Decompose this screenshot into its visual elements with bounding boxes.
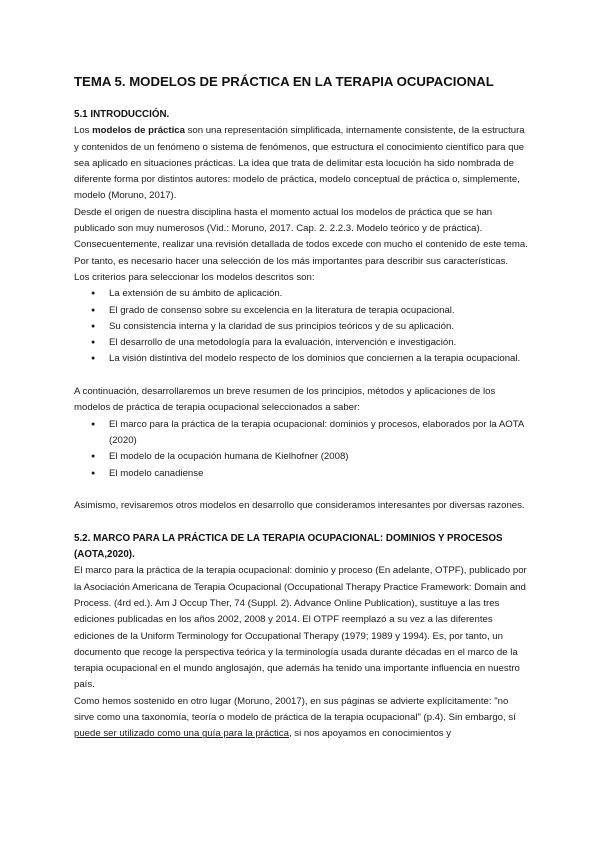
list-item: ● Su consistencia interna y la claridad de sus principios teóricos y de su aplicación.	[74, 319, 530, 335]
list-item: ● El marco para la práctica de la terapia ocupacional: dominios y procesos, elaborados por la AOTA (2020)	[74, 417, 530, 450]
section-1-paragraph-1: Los modelos de práctica son una representación simplificada, internamente consistente, de la estructura y contenidos de un fenómeno o sistema de fenómenos, que estructura el conocimiento científico para que sea aplicado en situaciones prácticas. La idea que trata de delimitar esta locución ha sido nombrada de diferente forma por distintos autores: modelo de práctica, modelo conceptual de práctica o, simplemente, modelo (Moruno, 2017).	[74, 125, 525, 202]
section-1-paragraph-3: Consecuentemente, realizar una revisión detallada de todos excede con mucho el contenido de este tema. Por tanto, es necesario hacer una selección de los más importantes para describir sus características.	[74, 239, 528, 267]
criteria-list	[74, 286, 530, 367]
page-content	[74, 74, 530, 743]
list-item: ● La extensión de su ámbito de aplicación.	[74, 286, 530, 302]
models-list	[74, 417, 530, 482]
list-item: ● El grado de consenso sobre su excelencia en la literatura de terapia ocupacional.	[74, 303, 530, 319]
section-1-paragraph-5: A continuación, desarrollaremos un breve resumen de los principios, métodos y aplicaciones de los modelos de práctica de terapia ocupacional seleccionados a saber:	[74, 386, 496, 414]
section-1-paragraph-4: Los criterios para seleccionar los modelos descritos son:	[74, 271, 315, 283]
section-2-paragraph-1: El marco para la práctica de la terapia ocupacional: dominio y proceso (En adelante, OTPF), publicado por la Asociación Americana de Terapia Ocupacional (Occupational Therapy Practice Framework: Domain and Process. (4rd ed.). Am J Occup Ther, 74 (Suppl. 2). Advance Online Publication), sustituye a las tres ediciones publicadas en los años 2002, 2008 y 2014. El OTPF reemplazó a su vez a las diferentes ediciones de la Uniform Terminology for Occupational Therapy (1979; 1989 y 1994). Es, por tanto, un documento que recoge la perspectiva teórica y la terminología usada durante décadas en el marco de la terapia ocupacional en el mundo anglosajón, que además ha tenido una importante influencia en nuestro país.	[74, 565, 527, 691]
list-item: ● El modelo de la ocupación humana de Kielhofner (2008)	[74, 449, 530, 465]
section-2-heading: 5.2. MARCO PARA LA PRÁCTICA DE LA TERAPIA OCUPACIONAL: DOMINIOS Y PROCESOS (AOTA,2020).	[74, 532, 503, 561]
list-item: ● El modelo canadiense	[74, 466, 530, 482]
document-title: TEMA 5. MODELOS DE PRÁCTICA EN LA TERAPIA OCUPACIONAL	[74, 74, 494, 89]
section-1-paragraph-6: Asimismo, revisaremos otros modelos en desarrollo que consideramos interesantes por diversas razones.	[74, 500, 525, 512]
section-1-heading: 5.1 INTRODUCCIÓN.	[74, 109, 170, 120]
bold-term: modelos de práctica	[92, 125, 185, 137]
section-1-paragraph-2: Desde el origen de nuestra disciplina hasta el momento actual los modelos de práctica que se han publicado son muy numerosos (Vid.: Moruno, 2017. Cap. 2. 2.2.3. Modelo teórico y de práctica).	[74, 206, 493, 235]
underlined-phrase: puede ser utilizado como una guía para la práctica	[74, 728, 289, 740]
section-2-paragraph-2: Como hemos sostenido en otro lugar (Moruno, 20017), en sus páginas se advierte explícitamente: "no sirve como una taxonomía, teoría o modelo de práctica de la terapia ocupacional" (p.4). Sin embargo, sí puede ser utilizado como una guía para la práctica, si nos apoyamos en conocimientos y	[74, 695, 516, 740]
list-item: ● El desarrollo de una metodología para la evaluación, intervención e investigación.	[74, 335, 530, 351]
list-item: ● La visión distintiva del modelo respecto de los dominios que conciernen a la terapia ocupacional.	[74, 351, 530, 367]
